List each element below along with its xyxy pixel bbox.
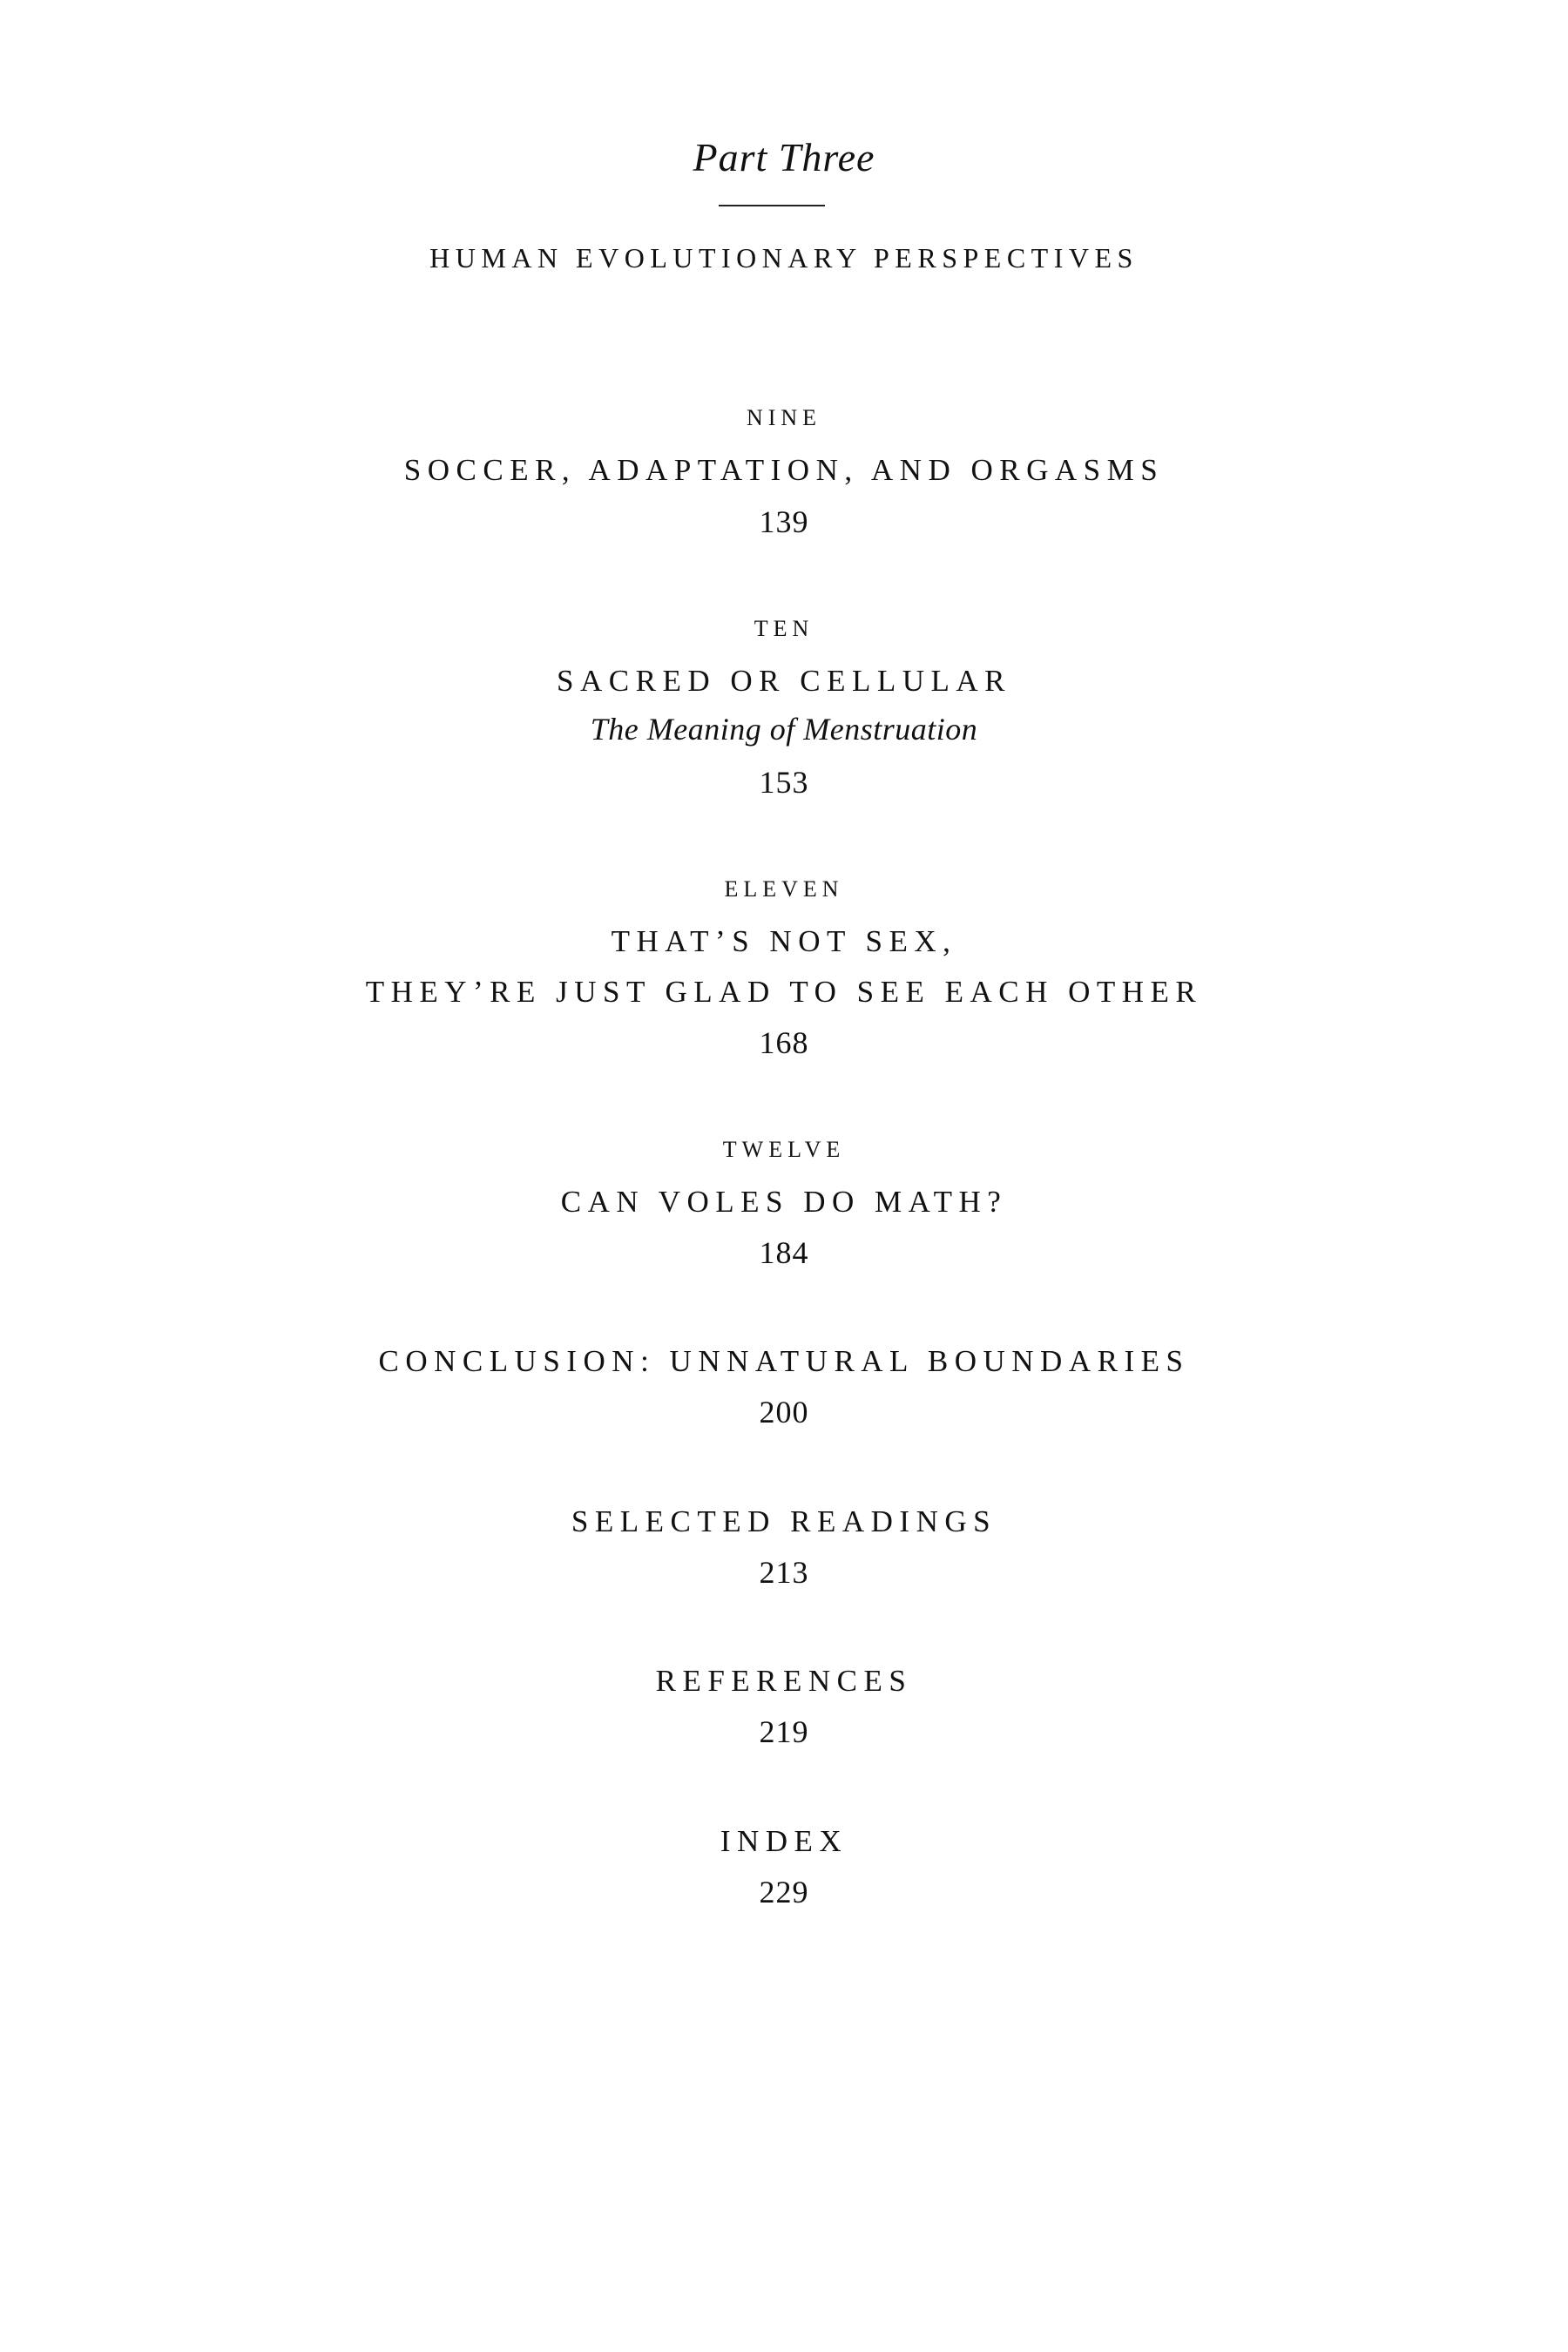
index-page: 229 — [759, 1875, 809, 1909]
chapter-number-nine: NINE — [746, 405, 822, 430]
selected-readings-title: SELECTED READINGS — [571, 1504, 997, 1538]
references-title: REFERENCES — [655, 1664, 913, 1698]
chapter-page-nine: 139 — [759, 504, 809, 539]
index-title: INDEX — [720, 1824, 848, 1858]
chapter-number-twelve: TWELVE — [722, 1137, 846, 1162]
chapter-page-eleven: 168 — [759, 1025, 809, 1060]
part-title: HUMAN EVOLUTIONARY PERSPECTIVES — [429, 242, 1139, 274]
part-rule — [719, 205, 825, 206]
chapter-title-eleven-line1: THAT’S NOT SEX, — [611, 924, 957, 958]
chapter-title-nine: SOCCER, ADAPTATION, AND ORGASMS — [403, 453, 1165, 487]
conclusion-title: CONCLUSION: UNNATURAL BOUNDARIES — [378, 1344, 1190, 1378]
chapter-title-twelve: CAN VOLES DO MATH? — [560, 1185, 1008, 1219]
chapter-title-eleven-line2: THEY’RE JUST GLAD TO SEE EACH OTHER — [365, 975, 1203, 1009]
conclusion-page: 200 — [759, 1395, 809, 1429]
chapter-subtitle-ten: The Meaning of Menstruation — [590, 712, 978, 747]
references-page: 219 — [759, 1714, 809, 1749]
selected-readings-page: 213 — [759, 1555, 809, 1590]
chapter-title-ten: SACRED OR CELLULAR — [557, 664, 1011, 698]
chapter-number-ten: TEN — [754, 616, 814, 641]
chapter-page-ten: 153 — [759, 765, 809, 800]
part-label: Part Three — [693, 135, 875, 179]
chapter-page-twelve: 184 — [759, 1235, 809, 1270]
chapter-number-eleven: ELEVEN — [724, 876, 844, 902]
